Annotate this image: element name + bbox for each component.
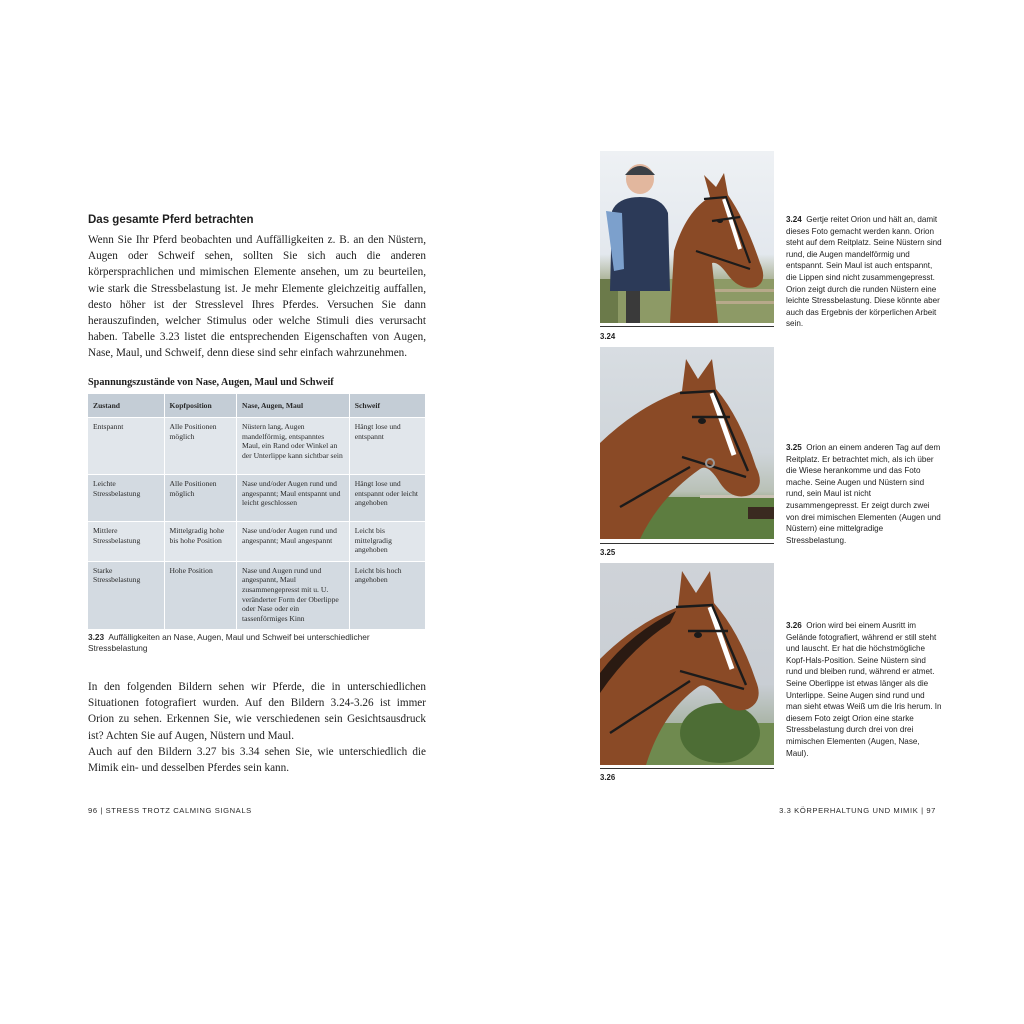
table-cell: Leichte Stressbelastung bbox=[88, 475, 164, 522]
section-heading: Das gesamte Pferd betrachten bbox=[88, 214, 254, 226]
photo-number: 3.25 bbox=[600, 548, 616, 557]
table-cell: Entspannt bbox=[88, 418, 164, 475]
table-cell: Hängt lose und entspannt oder leicht angehoben bbox=[349, 475, 425, 522]
photo-horse-field bbox=[600, 563, 774, 765]
table-cell: Mittlere Stressbelastung bbox=[88, 522, 164, 562]
table-cell: Starke Stressbelastung bbox=[88, 561, 164, 629]
photo-rule bbox=[600, 768, 774, 769]
intro-paragraph: Wenn Sie Ihr Pferd beobachten und Auffälligkeiten z. B. an den Nüstern, Augen oder Schweif sehen, sollten Sie sich auch die anderen körpersprachlichen und mimischen Elemente ansehen, um zu beurteilen, wie stark die Stressbelastung ist. Je mehr Elemente gleichzeitig auffallen, desto höher ist der Stresslevel Ihres Pferdes. Versuchen Sie dann herauszufinden, welcher Stimulus oder welche Stimuli dies verursacht haben. Tabelle 3.23 listet die entsprechenden Eigenschaften von Augen, Nase, Maul, und Schweif, denn diese sind sehr einfach wahrzunehmen. bbox=[88, 234, 426, 360]
footer-left: 96 | STRESS TROTZ CALMING SIGNALS bbox=[88, 806, 252, 815]
table-cell: Alle Positionen möglich bbox=[164, 475, 236, 522]
table-cell: Leicht bis mittelgradig angehoben bbox=[349, 522, 425, 562]
table-cell: Hängt lose und entspannt bbox=[349, 418, 425, 475]
table-caption-text: Auffälligkeiten an Nase, Augen, Maul und Schweif bei unterschiedlicher Stressbelastung bbox=[88, 632, 370, 653]
paragraph: Auch auf den Bildern 3.27 bis 3.34 sehen Sie, wie unterschiedlich die Mimik ein- und desselben Pferdes sein kann. bbox=[88, 745, 426, 775]
table-cell: Mittelgradig hohe bis hohe Position bbox=[164, 522, 236, 562]
photo-intro-paragraph bbox=[88, 679, 426, 776]
photo-rule bbox=[600, 326, 774, 327]
table-header-cell: Zustand bbox=[88, 394, 164, 418]
table-header-row bbox=[88, 394, 425, 418]
caption-text: Orion an einem anderen Tag auf dem Reitplatz. Er betrachtet mich, als ich über die Wiese herankomme und das Foto mache. Seine Augen und Nüstern sind rund, sein Maul ist nicht zusammengepresst. Er zeigt durch zwei von drei mimischen Elementen (Augen und Nüstern) eine mittelgradige Stressbelastung. bbox=[786, 443, 941, 545]
photo-number: 3.26 bbox=[600, 773, 616, 782]
table-row bbox=[88, 418, 425, 475]
table-cell: Nase und Augen rund und angespannt, Maul zusammengepresst mit u. U. veränderter Form der Oberlippe oder Nase oder ein tassenförmiges Kinn bbox=[236, 561, 349, 629]
photo-rider-on-horse bbox=[600, 151, 774, 323]
table-row bbox=[88, 475, 425, 522]
table-header-cell: Kopfposition bbox=[164, 394, 236, 418]
photo-caption bbox=[786, 214, 942, 330]
caption-text: Gertje reitet Orion und hält an, damit dieses Foto gemacht werden kann. Orion steht auf dem Reitplatz. Seine Nüstern sind rund, die Augen mandelförmig und entspannt. Sein Maul ist auch entspannt, die Lippen sind nicht zusammengepresst. Orion zeigt durch die runden Nüstern eine leichte Stressbelastung. Diese könnte aber auch das Ergebnis der körperlichen Arbeit sein. bbox=[786, 215, 942, 329]
tension-table bbox=[88, 394, 425, 629]
table-row bbox=[88, 561, 425, 629]
table-cell: Leicht bis hoch angehoben bbox=[349, 561, 425, 629]
photo-caption bbox=[786, 620, 942, 759]
table-caption bbox=[88, 632, 426, 654]
caption-number: 3.25 bbox=[786, 443, 802, 452]
footer-right: 3.3 KÖRPERHALTUNG UND MIMIK | 97 bbox=[779, 806, 936, 815]
table-caption-number: 3.23 bbox=[88, 632, 105, 642]
photo-number: 3.24 bbox=[600, 332, 616, 341]
caption-text: Orion wird bei einem Ausritt im Gelände fotografiert, während er still steht und lauscht. Er hat die höchstmögliche Kopf-Hals-Position. Seine Nüstern sind rund und bleiben rund, während er atmet. Seine Oberlippe ist etwas länger als die Unterlippe. Seine Augen sind rund und man sieht etwas Weiß um die Iris herum. In diesem Foto zeigt Orion eine starke Stressbelastung durch drei von drei mimischen Elementen (Augen, Nase, Maul). bbox=[786, 621, 942, 758]
photo-rule bbox=[600, 543, 774, 544]
table-cell: Nase und/oder Augen rund und angespannt; Maul angespannt bbox=[236, 522, 349, 562]
table-cell: Nüstern lang, Augen mandelförmig, entspanntes Maul, ein Rand oder Winkel an der Unterlippe kann sichtbar sein bbox=[236, 418, 349, 475]
table-header-cell: Nase, Augen, Maul bbox=[236, 394, 349, 418]
caption-number: 3.26 bbox=[786, 621, 802, 630]
paragraph: In den folgenden Bildern sehen wir Pferde, die in unterschiedlichen Situationen fotografiert wurden. Auf den Bildern 3.24-3.26 ist immer Orion zu sehen. Erkennen Sie, wie verschiedenen sein Gesichtsausdruck ist? Achten Sie auf Augen, Nüstern und Maul. bbox=[88, 681, 426, 742]
table-cell: Hohe Position bbox=[164, 561, 236, 629]
table-cell: Nase und/oder Augen rund und angespannt; Maul entspannt und leicht geschlossen bbox=[236, 475, 349, 522]
table-row bbox=[88, 522, 425, 562]
table-cell: Alle Positionen möglich bbox=[164, 418, 236, 475]
table-title: Spannungszustände von Nase, Augen, Maul und Schweif bbox=[88, 377, 334, 388]
photo-caption bbox=[786, 442, 942, 546]
caption-number: 3.24 bbox=[786, 215, 802, 224]
table-header-cell: Schweif bbox=[349, 394, 425, 418]
photo-horse-arena bbox=[600, 347, 774, 539]
